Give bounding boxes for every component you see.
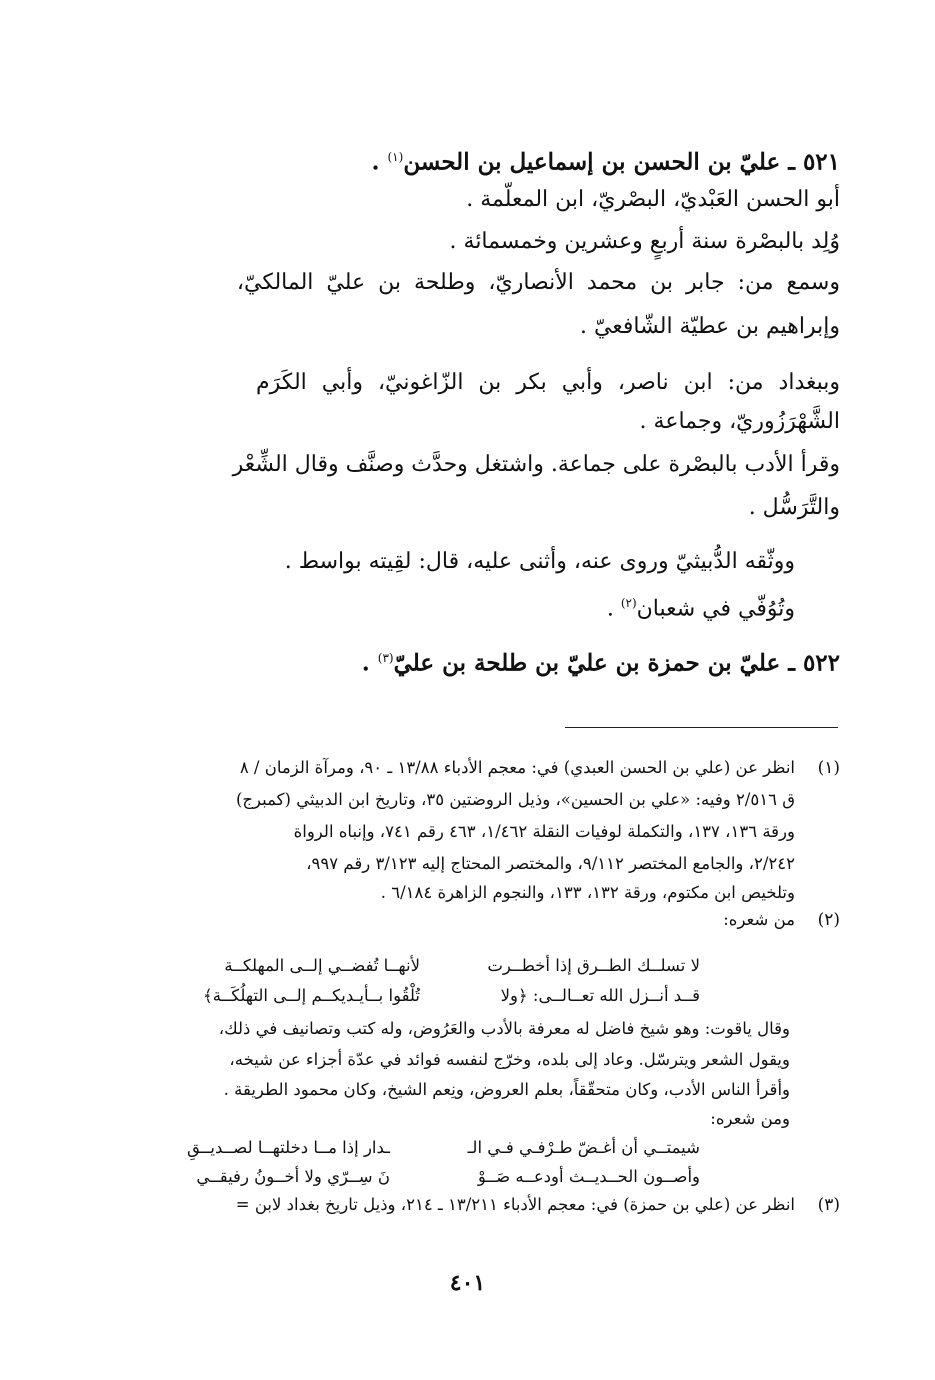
footnote-3-number: (٣) bbox=[817, 1195, 840, 1215]
footnote-line: ورقة ١٣٦، ١٣٧، والتكملة لوفيات النقلة ١/٤٦٢، ٤٦٣ رقم ٧٤١، وإنباه الرواة bbox=[293, 822, 795, 841]
entry-521-line: وسمع من: جابر بن محمد الأنصاريّ، وطلحة بن عليّ المالكيّ، bbox=[236, 270, 840, 295]
verse-1-first-hemistich: لا تسلــك الطــرق إذا أخطــرت bbox=[487, 956, 700, 975]
verse-4-first-hemistich: وأصــون الحــديــث أودعــه صَــوْ bbox=[477, 1167, 700, 1186]
footnote-line: ومن شعره: bbox=[710, 1109, 790, 1128]
entry-521-title: ٥٢١ ـ عليّ بن الحسن بن إسماعيل بن الحسن bbox=[403, 148, 840, 176]
death-end: . bbox=[606, 596, 621, 622]
footnote-ref-1[interactable]: (١) bbox=[387, 150, 404, 164]
verse-3-first-hemistich: شيمتــي أن أغـضّ طـرْفـي فـي الـ bbox=[467, 1138, 700, 1157]
entry-521-line: والتَّرَسُّل . bbox=[748, 495, 840, 520]
footnote-line: ق ٢/٥١٦ وفيه: «علي بن الحسين»، وذيل الروضتين ٣٥، وتاريخ ابن الدبيثي (كمبرج) bbox=[235, 790, 795, 809]
footnote-line: انظر عن (علي بن الحسن العبدي) في: معجم الأدباء ١٣/٨٨ ـ ٩٠، ومرآة الزمان / ٨ bbox=[239, 758, 795, 777]
heading-end: . bbox=[361, 649, 378, 677]
footnote-line: وأقرأ الناس الأدب، وكان متحقّقاً، بعلم العروض، ونِعم الشيخ، وكان محمود الطريقة . bbox=[223, 1080, 790, 1099]
entry-521-line: ووثّقه الدُّبيثيّ وروى عنه، وأثنى عليه، قال: لقِيته بواسط . bbox=[284, 549, 795, 574]
footnote-1-number: (١) bbox=[817, 758, 840, 778]
footnote-line: انظر عن (علي بن حمزة) في: معجم الأدباء ١٣/٢١١ ـ ٢١٤، وذيل تاريخ بغداد لابن = bbox=[235, 1195, 795, 1214]
entry-521-line: وُلِد بالبصْرة سنة أربعٍ وعشرين وخمسمائة . bbox=[449, 229, 840, 254]
entry-521-line: الشَّهْرَزُوريّ، وجماعة . bbox=[639, 409, 840, 434]
entry-522-title: ٥٢٢ ـ عليّ بن حمزة بن عليّ بن طلحة بن عليّ bbox=[393, 649, 840, 677]
death-text: وتُوُفّي في شعبان bbox=[636, 596, 795, 622]
footnote-ref-3[interactable]: (٣) bbox=[377, 651, 394, 665]
entry-521-line: أبو الحسن العَبْديّ، البصْريّ، ابن المعلّمة . bbox=[466, 187, 840, 212]
verse-2-first-hemistich: قــد أنــزل الله تعــالــى: ﴿ولا bbox=[500, 986, 700, 1005]
entry-521-line: وقرأ الأدب بالبصْرة على جماعة. واشتغل وحدَّث وصنَّف وقال الشِّعْر bbox=[232, 452, 840, 477]
verse-2-second-hemistich: تُلْقُوا بــأيـديكــم إلــى التهلُكَــة﴾ bbox=[203, 986, 420, 1005]
verse-3-second-hemistich: ـدار إذا مــا دخلتهــا لصــديــقِ bbox=[186, 1138, 390, 1157]
footnote-line: وتلخيص ابن مكتوم، ورقة ١٣٢، ١٣٣، والنجوم الزاهرة ٦/١٨٤ . bbox=[380, 883, 795, 902]
footnote-line: ٢/٢٤٢، والجامع المختصر ٩/١١٢، والمختصر المحتاج إليه ٣/١٢٣ رقم ٩٩٧، bbox=[306, 854, 795, 873]
verse-4-second-hemistich: نَ سِــرّي ولا أخــونُ رفيقــي bbox=[196, 1167, 390, 1186]
heading-end: . bbox=[371, 148, 388, 176]
verse-1-second-hemistich: لأنهــا تُفضــي إلــى المهلكــة bbox=[224, 956, 420, 975]
footnote-2-number: (٢) bbox=[817, 910, 840, 930]
entry-521-line: وببغداد من: ابن ناصر، وأبي بكر بن الزّاغونيّ، وأبي الكَرَم bbox=[256, 370, 840, 395]
footnote-line: وقال ياقوت: وهو شيخ فاضل له معرفة بالأدب والعَرُوض، وله كتب وتصانيف في ذلك، bbox=[218, 1019, 790, 1038]
footnotes bbox=[100, 0, 840, 1240]
footnote-ref-2[interactable]: (٢) bbox=[620, 596, 637, 610]
footnote-line: ويقول الشعر ويترسّل. وعاد إلى بلده، وخرّج لنفسه فوائد في عدّة أجزاء عن شيخه، bbox=[229, 1050, 790, 1069]
entry-521-line: وإبراهيم بن عطيّة الشّافعيّ . bbox=[579, 314, 840, 339]
page-number: ٤٠١ bbox=[449, 1270, 486, 1296]
footnote-2-intro: من شعره: bbox=[723, 910, 795, 929]
